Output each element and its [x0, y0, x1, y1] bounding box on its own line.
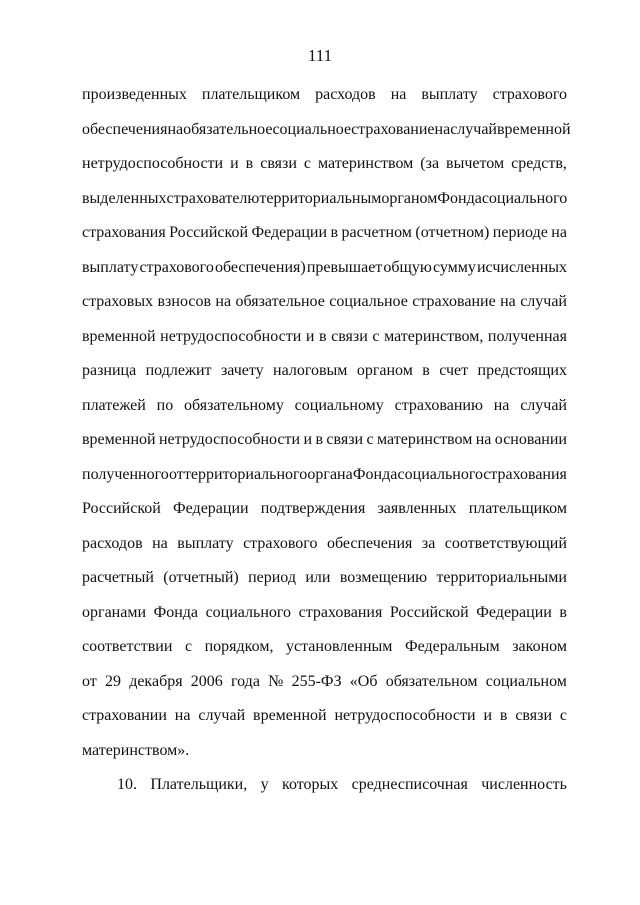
text-line: [82, 423, 567, 458]
word: связи: [515, 707, 552, 724]
word: в: [245, 155, 254, 172]
text-line: [82, 596, 567, 631]
word: с: [366, 431, 374, 448]
word: нетрудоспособности: [82, 155, 224, 172]
word: 29: [104, 672, 121, 690]
word: численность: [481, 776, 567, 793]
word: территориального: [183, 465, 308, 483]
word: обеспечения): [214, 258, 306, 276]
word: страхованию: [394, 396, 483, 414]
word: выплату: [82, 258, 139, 276]
word: вычетом: [446, 155, 505, 172]
word: органом: [381, 189, 438, 207]
word: Российской: [169, 224, 249, 241]
word: и: [230, 155, 239, 172]
word: законом: [512, 638, 567, 655]
word: от: [82, 672, 97, 690]
word: или: [305, 569, 331, 586]
word: (отчетном): [415, 224, 490, 241]
word: счет: [439, 362, 469, 379]
text-line: [82, 734, 567, 769]
word: обеспечения: [326, 534, 413, 552]
word: в: [422, 362, 430, 379]
word: «Об: [349, 672, 378, 690]
word: страховании: [82, 707, 167, 724]
word: Фонда: [352, 465, 398, 483]
word: социальное: [329, 293, 408, 310]
text-line: [82, 527, 567, 562]
word: 10.: [117, 776, 137, 793]
word: расходов: [82, 534, 143, 552]
word: социальному: [294, 396, 384, 414]
word: платежей: [82, 396, 146, 414]
word: Федерации: [476, 603, 552, 621]
word: обязательном: [385, 672, 478, 690]
word: налоговым: [273, 362, 348, 379]
word: выделенных: [82, 189, 167, 207]
word: материнством: [318, 155, 414, 172]
word: установленным: [286, 638, 393, 655]
word: случай: [198, 707, 246, 724]
word: Федерации: [173, 500, 249, 517]
word: подлежит: [145, 362, 212, 379]
word: органом: [356, 362, 413, 379]
word: Плательщики,: [150, 776, 248, 793]
word: органа: [307, 465, 353, 483]
text-line: [82, 251, 567, 286]
word: обязательное: [183, 120, 273, 138]
word: с: [372, 327, 380, 345]
word: временной: [82, 431, 156, 448]
word: на: [551, 224, 567, 241]
word: (отчетный): [163, 569, 239, 586]
word: года: [230, 672, 260, 690]
word: обязательному: [184, 396, 284, 414]
word: материнством: [377, 431, 473, 448]
word: временной: [496, 120, 571, 138]
word: временной: [82, 327, 156, 345]
word: от: [168, 465, 184, 483]
word: в: [318, 327, 327, 345]
text-line: [82, 147, 567, 182]
word: социального: [397, 465, 484, 483]
word: страхования: [82, 224, 166, 241]
text-line: [82, 78, 567, 113]
word: случай: [520, 293, 567, 310]
document-body-text: [82, 78, 571, 803]
word: нетрудоспособности: [334, 707, 476, 724]
word: плательщиком: [201, 86, 301, 103]
word: нетрудоспособности: [160, 327, 302, 345]
word: возмещению: [339, 569, 428, 586]
word: соответствующий: [444, 534, 567, 552]
text-line: [82, 354, 567, 389]
word: 255-ФЗ: [291, 672, 342, 690]
word: территориальными: [436, 569, 567, 586]
word: случай: [520, 396, 567, 414]
word: страхователю: [166, 189, 260, 207]
word: предстоящих: [477, 362, 567, 379]
word: которых: [282, 776, 339, 793]
word: страхования: [298, 603, 383, 621]
word: сумму: [432, 258, 476, 276]
word: 2006: [190, 672, 223, 690]
word: исчисленных: [476, 258, 567, 276]
word: обязательное: [235, 293, 325, 310]
word: период: [248, 569, 296, 586]
word: нетрудоспособности: [158, 431, 301, 448]
word: связи: [331, 327, 368, 345]
text-line: [82, 320, 567, 355]
page-number: 111: [307, 46, 333, 65]
word: подтверждения: [260, 500, 366, 517]
word: и: [303, 431, 313, 448]
word: страхового: [492, 86, 567, 103]
word: на: [475, 431, 492, 448]
text-line: [82, 630, 567, 665]
word: расчетный: [82, 569, 154, 586]
word: связи: [260, 155, 297, 172]
word: основании: [494, 431, 567, 448]
word: расходов: [315, 86, 376, 103]
word: на: [434, 120, 451, 138]
word: Российской: [389, 603, 469, 621]
text-line: [82, 285, 567, 320]
word: страхование: [412, 293, 496, 310]
word: связи: [326, 431, 364, 448]
word: материнством,: [384, 327, 484, 345]
word: за: [421, 534, 436, 552]
word: (за: [420, 155, 440, 172]
word: страхование: [351, 120, 435, 138]
word: декабря: [129, 672, 183, 690]
word: Российской: [82, 500, 161, 517]
text-line: [82, 182, 567, 217]
word: страхового: [139, 258, 214, 276]
word: на: [167, 120, 184, 138]
word: в: [330, 224, 339, 241]
word: на: [493, 396, 510, 414]
word: общую: [383, 258, 432, 276]
word: с: [184, 638, 193, 655]
word: страхования: [483, 465, 567, 483]
word: на: [174, 707, 191, 724]
text-line: [82, 458, 567, 493]
word: территориальным: [259, 189, 382, 207]
word: среднесписочная: [351, 776, 468, 793]
word: полученного: [82, 465, 169, 483]
word: разница: [82, 362, 137, 379]
word: соответствии: [82, 638, 173, 655]
word: социальное: [272, 120, 352, 138]
word: социальном: [485, 672, 567, 690]
text-line: [82, 113, 571, 148]
word: полученная: [487, 327, 567, 345]
word: в: [315, 431, 324, 448]
word: органами: [82, 603, 147, 621]
word: Фонда: [153, 603, 199, 621]
word: по: [156, 396, 174, 414]
word: выплату: [421, 86, 478, 103]
word: выплату: [177, 534, 234, 552]
text-line: [82, 699, 567, 734]
text-line: [82, 665, 567, 700]
word: на: [500, 293, 516, 310]
word: социального: [481, 189, 568, 207]
word: в: [559, 603, 567, 621]
word: превышает: [306, 258, 383, 276]
word: на: [215, 293, 232, 310]
word: №: [268, 672, 284, 690]
word: материнством».: [82, 741, 190, 759]
word: в: [499, 707, 508, 724]
word: порядком,: [204, 638, 274, 655]
word: Фонда: [437, 189, 482, 207]
word: временной: [253, 707, 327, 724]
word: зачету: [220, 362, 264, 379]
word: произведенных: [82, 86, 187, 103]
word: и: [305, 327, 315, 345]
word: взносов: [157, 293, 211, 310]
word: страховых: [82, 293, 154, 310]
word: и: [483, 707, 492, 724]
word: средств,: [511, 155, 567, 172]
word: социального: [205, 603, 292, 621]
word: на: [390, 86, 407, 103]
text-line: [82, 492, 567, 527]
word: с: [303, 155, 312, 172]
word: периоде: [492, 224, 548, 241]
word: страхового: [243, 534, 318, 552]
word: случай: [450, 120, 497, 138]
word: заявленных: [377, 500, 457, 517]
text-line: [82, 389, 567, 424]
text-line: [82, 216, 567, 251]
word: на: [152, 534, 168, 552]
word: Федерации: [251, 224, 328, 241]
text-line: [82, 561, 567, 596]
word: у: [260, 776, 269, 793]
word: обеспечения: [82, 120, 168, 138]
word: Федеральным: [404, 638, 500, 655]
text-line: [82, 768, 567, 803]
word: расчетном: [341, 224, 412, 241]
word: с: [559, 707, 567, 724]
word: плательщиком: [468, 500, 567, 517]
